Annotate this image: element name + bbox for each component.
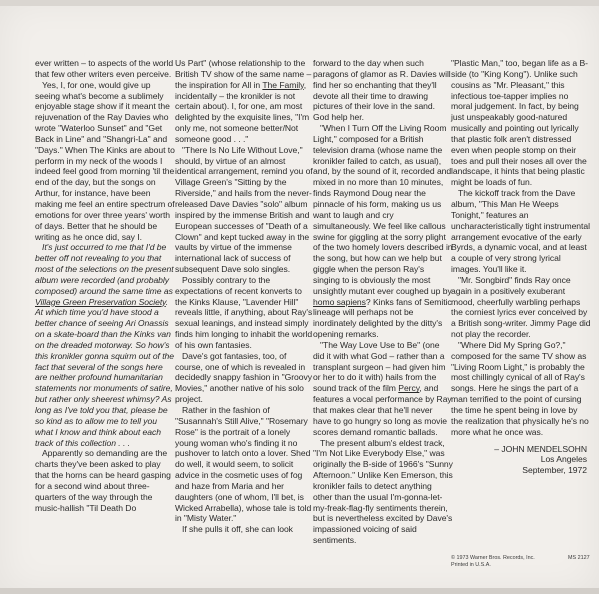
author-name: – JOHN MENDELSOHN: [494, 443, 587, 454]
film-title: Percy: [398, 383, 420, 394]
text-column-1: [35, 58, 175, 513]
paragraph: "Where Did My Spring Go?," composed for the same TV show as "Living Room Light," is probably the most chillingly cynical of all of Ray's songs. Here he sings the part of a man terrified to the point of cursing the time he spent being in love by the realization that physically he's no more what he once was.: [451, 339, 589, 437]
text-run: It's just occurred to me that I'd be better off not revealing to you that most of the selections on the present album were recorded (and probably composed) around the same time as: [35, 242, 174, 296]
page-bottom-edge: [0, 588, 599, 594]
paragraph: forward to the day when such paragons of glamor as R. Davies will find her so enchanting that they'll devote all their time to drawing pictures of their love in the sand. God help her.: [313, 58, 451, 123]
text-run: "When I Turn Off the Living Room Light," composed for a British television drama (whose name the kronikler failed to catch, as usual), and, by the sound of it, recorded and mixed in no more than 10 minutes, finds Raymond Doug near the pinnacle of his form, making us us want to laugh and cry simultaneously. We feel like callous swine for giggling at the sorry plight of the two homely lovers described in the song, but how can we help but giggle when the person Ray's singing to is obviously the most unsightly mutant ever coughed up by: [313, 123, 453, 296]
paragraph: ever written – to aspects of the world that few other writers even perceive.: [35, 58, 174, 79]
paragraph: [175, 58, 315, 145]
underlined-term: homo sapiens: [313, 296, 366, 307]
paragraph: "Mr. Songbird" finds Ray once again in a positively exuberant mood, cheerfully warbling perhaps the corniest lyrics ever conceived by a British song-writer. Jimmy Page did not play the recorder.: [451, 274, 591, 340]
text-column-3: [313, 58, 453, 546]
copyright-text: © 1973 Warner Bros. Records, Inc.: [451, 555, 535, 561]
author-signature: [451, 444, 591, 477]
paragraph: Possibly contrary to the expectations of recent konverts to the Kinks Klause, "Lavender Hill" reveals little, if anything, about Ray's sexual leanings, and instead simply finds him longing to inhabit the world of his own fantasies.: [175, 274, 313, 350]
paragraph: [313, 123, 453, 340]
paragraph: If she pulls it off, she can look: [182, 524, 293, 535]
copyright-block: [451, 555, 535, 569]
paragraph: Yes, I, for one, would give up seeing what's become a sublimely enjoyable stage show if it meant the rejuvenation of the Ray Davies who wrote "Waterloo Sunset" and "Get Back in Line" and "Shangri-La" and "Days." When The Kinks are about to perform in my neck of the woods I indeed feel good from morning 'til the end of the day, but the songs on Arthur, for instance, have been making me feel an entire spectrum of emotions for over three years' worth of days. Better that he should be writing as he once did, say I.: [35, 79, 175, 242]
text-run: "The Way Love Use to Be" (one did it with what God – rather than a transplant surgeon – had given him or her to do it with) hails from the sound track of the film: [313, 339, 446, 394]
paragraph: Apparently so demanding are the charts they've been asked to play that the horns can be heard gasping for a second wind about three-quarters of the way through the music-hallish "Til Death Do: [35, 448, 171, 513]
show-title: The Family: [262, 79, 304, 90]
album-title: Village Green Preservation Society: [35, 296, 166, 307]
text-run: ? Kinks fans of Semitic lineage will perhaps not be inordinately delighted by the ditty's opening remarks.: [313, 296, 452, 340]
author-date: September, 1972: [522, 465, 587, 476]
paragraph: [313, 340, 453, 438]
paragraph: Dave's got fantasies, too, of course, one of which is revealed in decidedly snappy fashion in "Groovy Movies," another native of his solo project.: [175, 350, 312, 405]
text-column-2: [175, 58, 315, 535]
author-location: Los Angeles: [540, 454, 587, 465]
paragraph: "There Is No Life Without Love," should, by virtue of an almost identical arrangement, remind you of Village Green's "Sitting by the Riverside," and hails from the never-released Dave Davies "solo" album inspired by the immense British and European successes of "Death of a Clown" and kept tucked away in the vaults by virtue of the immense international lack of success of subsequent Dave solo singles.: [175, 144, 313, 275]
text-run: Us Part" (whose relationship to the British TV show of the same name – the inspiration for All in: [175, 58, 312, 90]
page-top-edge: [0, 0, 599, 6]
paragraph: [35, 242, 175, 448]
text-run: . At which time you'd have stood a better chance of seeing Ari Onassis on a skate-board than the Kinks van on the dreaded motorway. So how's this kronikler gonna squirm out of the fact that several of the songs here are neither profound humanitarian statements nor monuments of satire, but rather only sheerest whimsy? As long as I've told you that, please be so kind as to allow me to tell you what I know and think about each track of this collection . . .: [35, 296, 175, 448]
text-run: , incidentally – the kronikler is not certain about). I, for one, am most delighted by the exquisite lines, "I'm only me, not someone better/Not someone good . . .": [175, 79, 310, 144]
printed-in-text: Printed in U.S.A.: [451, 562, 491, 568]
catalog-number: MS 2127: [568, 555, 590, 561]
text-run: , and features a vocal performance by Ray that makes clear that he'll never have to go hungry so long as movie scores demand romantic ballads.: [313, 383, 452, 437]
paragraph: The kickoff track from the Dave album, "This Man He Weeps Tonight," features an uncharacteristically tight instrumental arrangement evocative of the early Byrds, a dynamic vocal, and at least a couple of very strong lyrical images. You'll like it.: [451, 188, 590, 275]
paragraph: "Plastic Man," too, began life as a B-side (to "King Kong"). Unlike such cousins as "Mr. Pleasant," this infectious toe-tapper implies no moral judgement. In fact, by being just unspeakably good-natured musically and pointing out lyrically that plastic folk aren't distressed even when people stomp on their toes and pull their noses all over the landscape, it hints that being plastic might be loads of fun.: [451, 58, 588, 188]
text-column-4: [451, 58, 591, 476]
paragraph: Rather in the fashion of "Susannah's Still Alive," "Rosemary Rose" is the portrait of a lonely young woman who's finding it no pushover to latch onto a lover. Shed do well, it would seem, to solicit advice in the cosmetic uses of fog and haze from Maria and her daughters (one of whom, I'll bet, is Wicked Arrabella), whose tale is told in "Misty Water.": [175, 405, 312, 524]
paragraph: The present album's eldest track, "I'm Not Like Everybody Else," was originally the B-side of 1966's "Sunny Afternoon." Unlike Ken Emerson, this kronikler fails to detect anything other than the usual I'm-gonna-let-my-freak-flag-fly sentiments therein, but is nevertheless excited by Dave's impassioned voicing of said sentiments.: [313, 437, 453, 546]
